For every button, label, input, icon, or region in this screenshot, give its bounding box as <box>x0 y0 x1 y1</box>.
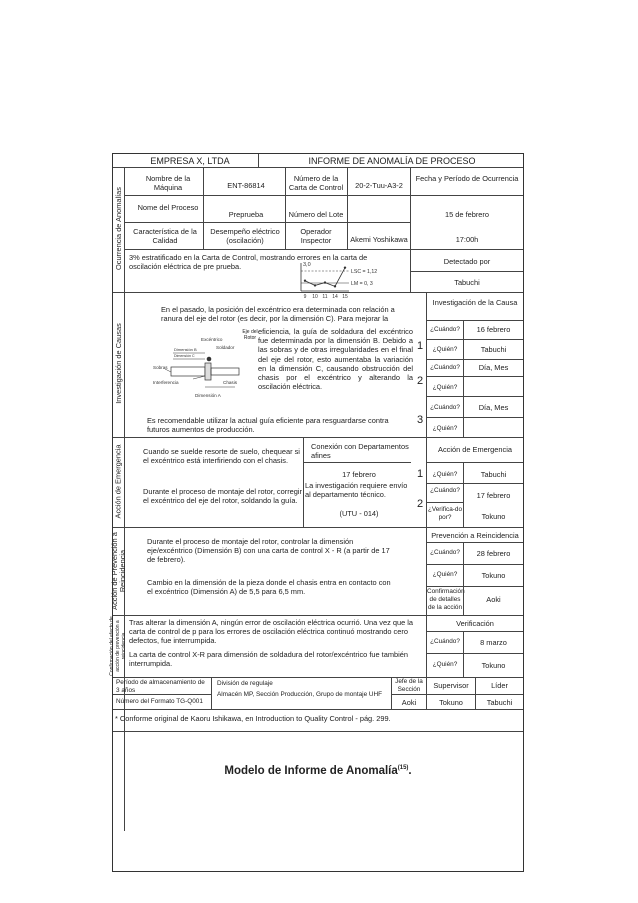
label-sobras: Sobras <box>153 365 168 370</box>
mini-chart-x-tick: 15 <box>342 294 348 299</box>
detected-by-label: Detectado por <box>443 257 491 266</box>
machine-label: Nombre de la Máquina <box>145 174 191 193</box>
interference-leader <box>193 376 205 379</box>
prevention-conf-value: Aoki <box>486 595 501 604</box>
conexion-ref: (UTU - 014) <box>339 509 379 518</box>
quality-value: Desempeño eléctrico (oscilación) <box>210 227 280 246</box>
caption-text: Modelo de Informe de Anomalía <box>224 764 398 777</box>
label-dim-c: Dimensión C <box>174 354 195 358</box>
mini-chart-lm-label: LM = 0, 3 <box>351 281 373 287</box>
supervisor-value: Tokuno <box>439 698 463 707</box>
verification-who-value: Tokuno <box>481 661 506 670</box>
welder-point <box>207 357 212 362</box>
prevention-right-header: Prevención a Reincidencia <box>431 531 519 540</box>
mini-chart-point <box>344 266 346 268</box>
lider-label: Líder <box>491 681 508 690</box>
prevention-conf-label: Confirmación de detalles de la acción <box>427 588 465 611</box>
caption-superscript: (15) <box>397 765 409 771</box>
investigation-row-3-a1: Día, Mes <box>478 403 509 412</box>
machine-value: ENT-86814 <box>227 181 265 190</box>
anomaly-description: 3% estratificado en la Carta de Control, mostrando errores en la carta de oscilación eléctrica de pre prueba. <box>129 253 368 272</box>
detected-by-value: Tabuchi <box>454 278 480 287</box>
investigation-row-1-a1: 16 febrero <box>476 325 511 334</box>
caption-end: . <box>408 764 412 777</box>
lot-label: Número del Lote <box>288 210 344 219</box>
investigation-row-2-a1: Día, Mes <box>478 363 509 372</box>
section-confirmacion: Confirmación del efecto de acción de prevención a reincidencia <box>109 616 127 676</box>
emergency-row-2-q2: ¿Verifica-do por? <box>427 506 463 521</box>
process-value: Preprueba <box>228 210 264 219</box>
jefe-label: Jefe de la Sección <box>395 678 423 693</box>
report-title: INFORME DE ANOMALÍA DE PROCESO <box>308 156 476 166</box>
investigation-row-3-q1: ¿Cuándo? <box>430 404 460 411</box>
conexion-date: 17 febrero <box>342 470 376 479</box>
mini-chart-y-label: 3,0 <box>303 262 311 268</box>
mini-chart-x-tick: 9 <box>303 294 307 299</box>
control-chart-value: 20-2-Tuu-A3-2 <box>355 181 403 190</box>
mini-chart-x-tick: 10 <box>312 294 318 299</box>
label-interferencia: Interferencia <box>153 380 179 385</box>
verification-who-label: ¿Quién? <box>432 661 458 668</box>
investigation-side-text: eficiencia, la guía de soldadura del excéntrico fue determinada por la dimensión B. Debido a las sobras y de otras irregularidades en el final del eje del rotor, esto aumentaba la variación en la dimensión C, causando obstrucción del chasis por el excéntrico y alterando la oscilación eléctrica. <box>258 327 413 392</box>
verification-when-value: 8 marzo <box>480 638 507 647</box>
investigation-row-3-q2: ¿Quién? <box>432 425 458 432</box>
operator-value: Akemi Yoshikawa <box>350 235 408 244</box>
date-value: 15 de febrero <box>445 210 489 219</box>
emergency-row-2-q1: ¿Cuándo? <box>430 487 460 494</box>
chassis-part <box>211 368 239 375</box>
prevention-text-1: Durante el proceso de montaje del rotor, controlar la dimensión eje/excéntrico (Dimensión B) con una carta de control X - R (a partir de 17 de febrero). <box>147 537 390 565</box>
label-dim-a: Dimensión A <box>195 393 221 398</box>
lider-value: Tabuchi <box>486 698 513 707</box>
emergency-text-1: Cuando se suelde resorte de suelo, chequear si el excéntrico está interfiriendo con el chasis. <box>143 447 300 466</box>
mini-chart-point <box>324 281 326 283</box>
prevention-who-value: Tokuno <box>481 571 506 580</box>
mini-chart-x-tick: 14 <box>332 294 338 299</box>
cause-diagram <box>153 329 253 401</box>
format-number-label: Número del Formato TG-Q001 <box>116 698 203 705</box>
supervisor-label: Supervisor <box>433 681 469 690</box>
mini-chart-point <box>304 280 306 282</box>
prevention-text-2: Cambio en la dimensión de la pieza donde el chasis entra en contacto con el excéntrico (Dimensión A) de 5,5 para 6,5 mm. <box>147 578 391 597</box>
mini-chart-lsc-label: LSC = 1,12 <box>351 269 378 275</box>
prevention-when-label: ¿Cuándo? <box>430 549 460 556</box>
quality-label: Característica de la Calidad <box>133 227 197 246</box>
investigation-row-1-a2: Tabuchi <box>480 345 507 354</box>
prevention-who-label: ¿Quién? <box>432 571 458 578</box>
investigation-conclusion: Es recomendable utilizar la actual guía eficiente para resguardarse contra futuros aumentos de producción. <box>147 416 389 435</box>
time-value: 17:00h <box>455 235 479 244</box>
label-soldador: Soldador <box>216 345 235 350</box>
emergency-right-header: Acción de Emergencia <box>438 445 512 454</box>
rotor-shaft <box>171 367 205 376</box>
section-emergencia: Acción de Emergencia <box>113 444 123 519</box>
investigation-row-1-q1: ¿Cuándo? <box>430 326 460 333</box>
label-excentrico: Excéntrico <box>201 337 223 342</box>
emergency-row-1-num: 1 <box>417 468 424 480</box>
conexion-text: La investigación requiere envío al departamento técnico. <box>305 481 408 500</box>
division-label: División de regulaje <box>217 680 273 687</box>
investigation-row-1-q2: ¿Quién? <box>432 346 458 353</box>
investigation-row-1-num: 1 <box>417 340 424 352</box>
emergency-row-2-num: 2 <box>417 498 424 510</box>
conexion-label: Conexión con Departamentos afines <box>311 442 409 461</box>
anomaly-report-form <box>109 153 524 872</box>
storage-period-label: Período de almacenamiento de 3 años <box>116 679 205 694</box>
section-ocurrencia: Ocurrencia de Anomalías <box>114 187 123 270</box>
operator-label: Operador Inspector <box>300 227 332 246</box>
emergency-row-2-a1: 17 febrero <box>476 491 511 500</box>
emergency-row-1-q: ¿Quién? <box>432 471 458 478</box>
emergency-row-1-a: Tabuchi <box>480 470 507 479</box>
almacen-label: Almacén MP, Sección Producción, Grupo de montaje UHF <box>217 691 383 698</box>
label-chasis: Chasis <box>223 380 238 385</box>
verification-text-2: La carta de control X-R para dimensión de soldadura del rotor/excéntrico fue también interrumpida. <box>129 650 408 669</box>
jefe-value: Aoki <box>401 698 417 707</box>
investigation-right-header: Investigación de la Causa <box>432 298 518 307</box>
investigation-row-2-q1: ¿Cuándo? <box>430 364 460 371</box>
company-name: EMPRESA X, LTDA <box>150 156 230 166</box>
label-eje-rotor: Eje del Rotor <box>242 329 258 341</box>
figure-caption <box>113 761 523 778</box>
process-label: Nome del Proceso <box>137 203 199 212</box>
mini-chart-point <box>314 284 316 286</box>
emergency-text-2: Durante el proceso de montaje del rotor, corregir el excéntrico del eje del rotor, soldando la guía. <box>143 487 302 506</box>
section-investigacion: Investigación de Causas <box>114 323 123 404</box>
eccentric-part <box>205 363 211 380</box>
section-prevencion: Acción de Prevención a Reincidencia <box>110 532 127 610</box>
emergency-row-2-a2: Tokuno <box>481 512 506 521</box>
investigation-row-3-num: 3 <box>417 414 424 426</box>
mini-chart-point <box>334 285 336 287</box>
verification-when-label: ¿Cuándo? <box>430 638 460 645</box>
mini-chart-x-tick: 11 <box>322 294 328 299</box>
investigation-intro: En el pasado, la posición del excéntrico era determinada con relación a ranura del eje del rotor (es decir, por la dimensión C). Para mejorar la <box>161 305 395 324</box>
prevention-when-value: 28 febrero <box>476 549 511 558</box>
date-period-label: Fecha y Período de Ocurrencia <box>415 174 519 183</box>
label-dim-b: Dimensión B <box>174 347 197 352</box>
control-chart-label: Número de la Carta de Control <box>288 174 344 193</box>
verification-text-1: Tras alterar la dimensión A, ningún error de oscilación eléctrica ocurrió. Una vez que la carta de control de p para los errores de oscilación eléctrica continuó mostrando cero defectos, fue interrumpida. <box>129 618 413 646</box>
verification-right-header: Verificación <box>456 619 494 628</box>
investigation-row-2-num: 2 <box>417 375 424 387</box>
source-note: * Conforme original de Kaoru Ishikawa, en Introduction to Quality Control - pág. 299. <box>115 714 391 723</box>
investigation-row-2-q2: ¿Quién? <box>432 384 458 391</box>
